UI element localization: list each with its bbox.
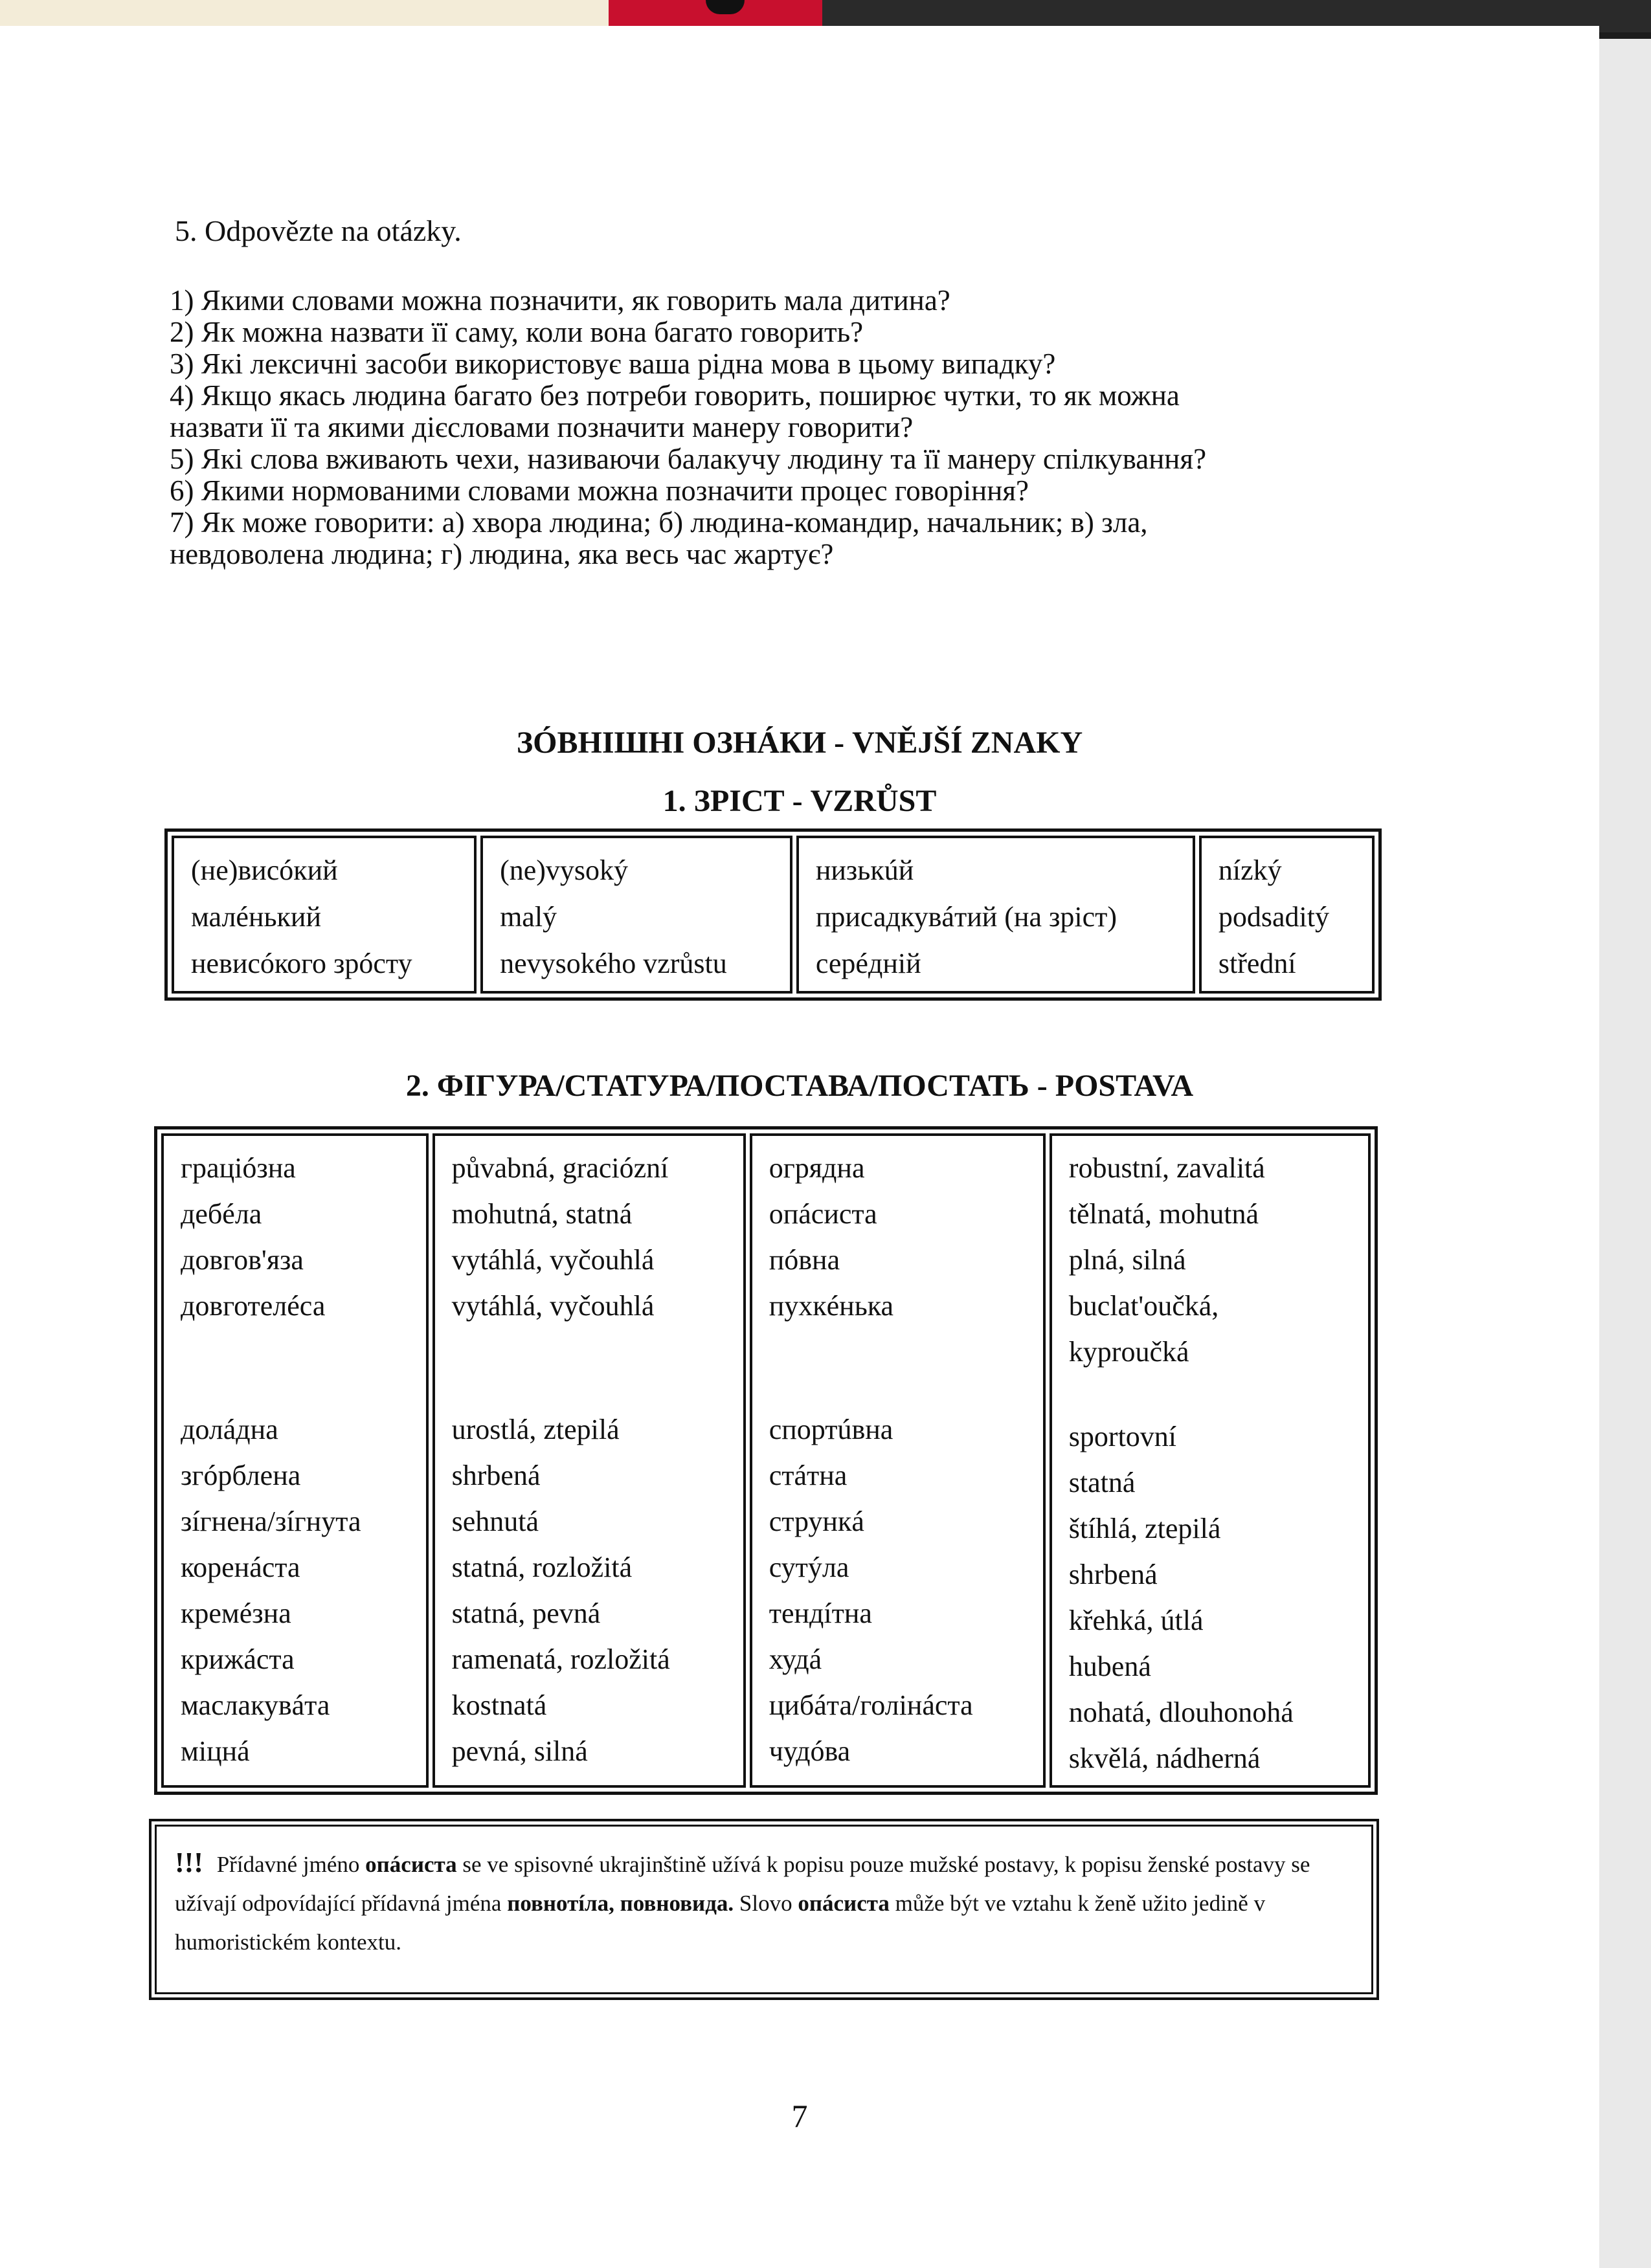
cell-term: пóвна [769, 1244, 840, 1276]
cell-term: опáсиста [769, 1198, 877, 1230]
cell-term: pevná, silná [451, 1735, 588, 1767]
cell-term: довготелéса [181, 1290, 326, 1322]
cell-term: довгов'яза [181, 1244, 304, 1276]
cell-term: sehnutá [451, 1506, 539, 1537]
note-word: опáсиста [365, 1852, 457, 1877]
cell-term: skvělá, nádherná [1068, 1742, 1261, 1774]
exercise-title: 5. Odpovězte na otázky. [175, 214, 462, 247]
table-cell [432, 1133, 746, 1788]
cell-term: коренáста [181, 1551, 300, 1583]
cell-term: долáдна [181, 1414, 278, 1445]
figure-vocab-table [154, 1126, 1378, 1795]
cell-term: kostnatá [451, 1689, 547, 1721]
cell-term: (ne)vysoký [500, 854, 629, 886]
question-line: 4) Якщо якась людина багато без потреби говорить, поширює чутки, то як можна [170, 379, 1180, 412]
cell-term: nevysokého vzrůstu [500, 948, 727, 979]
cell-term: низькúй [815, 854, 914, 886]
cell-term: кремéзна [181, 1597, 291, 1629]
cell-term: малéнький [191, 901, 322, 933]
table-cell [750, 1133, 1046, 1788]
question-line: 6) Якими нормованими словами можна позначити процес говоріння? [170, 474, 1029, 507]
note-part: může být ve vztahu k ženě užito jedině v humoristickém kontextu. [175, 1891, 1266, 1955]
cell-term: чудóва [769, 1735, 851, 1767]
table-row [161, 1133, 1371, 1788]
cell-term: худá [769, 1643, 822, 1675]
cell-term: mohutná, statná [451, 1198, 633, 1230]
cell-term: (не)висóкий [191, 854, 338, 886]
cell-term: пухкéнька [769, 1290, 894, 1322]
note-exclamation: !!! [175, 1847, 203, 1878]
cell-term: křehká, útlá [1068, 1605, 1204, 1636]
cell-term: statná, pevná [451, 1597, 601, 1629]
cell-term: štíhlá, ztepilá [1068, 1513, 1221, 1544]
cell-term: buclat'oučká, [1068, 1290, 1219, 1322]
book-page [0, 26, 1599, 2268]
cell-term: стáтна [769, 1460, 848, 1491]
question-line: 3) Які лексичні засоби використовує ваша рідна мова в цьому випадку? [170, 348, 1056, 380]
table-cell [480, 836, 792, 994]
book-tab-cream [0, 0, 609, 26]
cell-term: hubená [1068, 1651, 1151, 1682]
note-word: опáсиста [798, 1891, 890, 1916]
table-row [172, 836, 1375, 994]
cell-spacer [452, 1368, 726, 1406]
cell-term: shrbená [451, 1460, 541, 1491]
cell-term: shrbená [1068, 1559, 1158, 1590]
table-cell [796, 836, 1195, 994]
note-part: Přídavné jméno [216, 1852, 360, 1877]
question-line: 7) Як може говорити: а) хвора людина; б) людина-командир, начальник; в) зла, [170, 506, 1148, 539]
cell-term: спортúвна [769, 1414, 893, 1445]
cell-term: тендíтна [769, 1597, 872, 1629]
cell-spacer [769, 1368, 1026, 1406]
cell-term: nohatá, dlouhonohá [1068, 1696, 1294, 1728]
question-line: 2) Як можна назвати її саму, коли вона багато говорить? [170, 316, 864, 348]
cell-term: міцнá [181, 1735, 250, 1767]
cell-term: крижáста [181, 1643, 295, 1675]
note-text [155, 1825, 1373, 1994]
height-section-title: 1. ЗРІСТ - VZRŮST [662, 784, 937, 818]
cell-spacer [769, 1329, 1026, 1368]
cell-spacer [452, 1329, 726, 1368]
figure-section-title: 2. ФІГУРА/СТАТУРА/ПОСТАВА/ПОСТАТЬ - POSTAVA [405, 1069, 1194, 1103]
cell-term: ramenatá, rozložitá [451, 1643, 670, 1675]
section-main-title: ЗÓВНІШНІ ОЗНÁКИ - VNĚJŠÍ ZNAKY [516, 726, 1083, 760]
height-vocab-table [164, 828, 1382, 1001]
cell-term: vytáhlá, vyčouhlá [451, 1290, 655, 1322]
cell-spacer [181, 1368, 409, 1406]
note-part: Slovo [739, 1891, 792, 1916]
cell-term: sportovní [1068, 1421, 1177, 1452]
cell-term: дебéла [181, 1198, 262, 1230]
table-cell [1199, 836, 1375, 994]
note-part: se ve spisovné ukrajinštině užívá k popisu pouze mužské postavy, k popisu ženské postavy se užívají odpovídající přídavná jména [175, 1852, 1310, 1916]
cell-term: vytáhlá, vyčouhlá [451, 1244, 655, 1276]
cell-spacer [1069, 1375, 1351, 1414]
cell-term: згóрблена [181, 1460, 301, 1491]
cell-term: robustní, zavalitá [1068, 1152, 1265, 1184]
cell-term: malý [500, 901, 557, 933]
page-edge [1599, 39, 1651, 2268]
cell-term: присадкувáтий (на зріст) [815, 901, 1118, 933]
cell-term: стрункá [769, 1506, 864, 1537]
cell-term: невисóкого зрóсту [191, 948, 412, 979]
cell-term: podsaditý [1218, 901, 1329, 933]
cell-term: маслакувáта [181, 1689, 330, 1721]
cell-term: огрядна [769, 1152, 865, 1184]
cell-term: půvabná, graciózní [451, 1152, 669, 1184]
note-word: повнотíла, повновида. [507, 1891, 734, 1916]
cell-term: plná, silná [1068, 1244, 1186, 1276]
question-line: назвати її та якими дієсловами позначити манеру говорити? [170, 411, 914, 443]
page-number: 7 [791, 2098, 808, 2134]
page-content [0, 26, 1599, 2268]
question-line: невдоволена людина; г) людина, яка весь час жартує? [170, 538, 834, 570]
question-line: 1) Якими словами можна позначити, як говорить мала дитина? [170, 284, 950, 317]
cell-term: urostlá, ztepilá [451, 1414, 620, 1445]
cell-term: statná, rozložitá [451, 1551, 633, 1583]
cell-spacer [181, 1329, 409, 1368]
cell-term: цибáта/голінáста [769, 1689, 973, 1721]
cell-term: statná [1068, 1467, 1136, 1498]
table-cell [1050, 1133, 1371, 1788]
cell-term: серéдній [815, 948, 921, 979]
cell-term: tělnatá, mohutná [1068, 1198, 1259, 1230]
note-box [149, 1819, 1379, 2000]
question-list [170, 285, 1413, 570]
book-tab-red [609, 0, 822, 28]
table-cell [172, 836, 477, 994]
cell-term: зíгнена/зíгнута [181, 1506, 361, 1537]
cell-term: граціóзна [181, 1152, 296, 1184]
cell-term: сутýла [769, 1551, 849, 1583]
table-cell [161, 1133, 429, 1788]
question-line: 5) Які слова вживають чехи, називаючи балакучу людину та її манеру спілкування? [170, 443, 1207, 475]
cell-term: nízký [1218, 854, 1282, 886]
cell-term: střední [1218, 948, 1296, 979]
cell-term: kyproučká [1068, 1336, 1189, 1368]
